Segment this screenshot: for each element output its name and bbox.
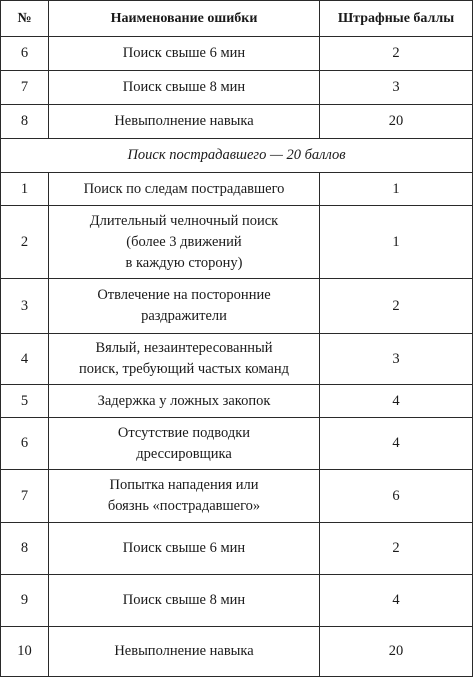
row-number: 5 <box>1 385 49 418</box>
row-penalty-points: 20 <box>320 105 473 139</box>
row-error-name: Отвлечение на посторонние раздражители <box>49 279 320 334</box>
row-penalty-points: 4 <box>320 385 473 418</box>
row-number: 4 <box>1 334 49 385</box>
table-row <box>1 418 473 470</box>
row-penalty-points: 2 <box>320 37 473 71</box>
table-row <box>1 385 473 418</box>
row-penalty-points: 2 <box>320 279 473 334</box>
row-error-name: Поиск свыше 8 мин <box>49 71 320 105</box>
table-row <box>1 206 473 279</box>
table-row <box>1 470 473 523</box>
row-penalty-points: 1 <box>320 206 473 279</box>
row-error-name: Поиск по следам пострадавшего <box>49 173 320 206</box>
table-row <box>1 279 473 334</box>
row-number: 6 <box>1 418 49 470</box>
row-error-name: Поиск свыше 6 мин <box>49 37 320 71</box>
row-number: 10 <box>1 627 49 677</box>
row-error-name: Задержка у ложных закопок <box>49 385 320 418</box>
row-error-name: Длительный челночный поиск (более 3 движений в каждую сторону) <box>49 206 320 279</box>
table-row <box>1 71 473 105</box>
row-penalty-points: 3 <box>320 334 473 385</box>
table-header-row <box>1 1 473 37</box>
row-number: 8 <box>1 105 49 139</box>
row-number: 7 <box>1 470 49 523</box>
row-number: 1 <box>1 173 49 206</box>
row-penalty-points: 6 <box>320 470 473 523</box>
row-number: 2 <box>1 206 49 279</box>
row-error-name: Невыполнение навыка <box>49 627 320 677</box>
section-row <box>1 139 473 173</box>
row-number: 6 <box>1 37 49 71</box>
row-number: 3 <box>1 279 49 334</box>
row-penalty-points: 3 <box>320 71 473 105</box>
row-error-name: Вялый, незаинтересованный поиск, требующий частых команд <box>49 334 320 385</box>
row-penalty-points: 1 <box>320 173 473 206</box>
table-row <box>1 173 473 206</box>
table-row <box>1 334 473 385</box>
row-error-name: Поиск свыше 6 мин <box>49 523 320 575</box>
row-error-name: Поиск свыше 8 мин <box>49 575 320 627</box>
row-penalty-points: 20 <box>320 627 473 677</box>
row-penalty-points: 4 <box>320 418 473 470</box>
header-penalty-points: Штрафные баллы <box>320 1 473 37</box>
section-title: Поиск пострадавшего — 20 баллов <box>1 139 473 173</box>
table-row <box>1 523 473 575</box>
table-row <box>1 575 473 627</box>
table-row <box>1 37 473 71</box>
table-row <box>1 627 473 677</box>
row-error-name: Невыполнение навыка <box>49 105 320 139</box>
row-penalty-points: 4 <box>320 575 473 627</box>
table-row <box>1 105 473 139</box>
row-penalty-points: 2 <box>320 523 473 575</box>
header-error-name: Наименование ошибки <box>49 1 320 37</box>
row-error-name: Отсутствие подводки дрессировщика <box>49 418 320 470</box>
row-number: 7 <box>1 71 49 105</box>
row-error-name: Попытка нападения или боязнь «пострадавшего» <box>49 470 320 523</box>
row-number: 9 <box>1 575 49 627</box>
header-number: № <box>1 1 49 37</box>
row-number: 8 <box>1 523 49 575</box>
